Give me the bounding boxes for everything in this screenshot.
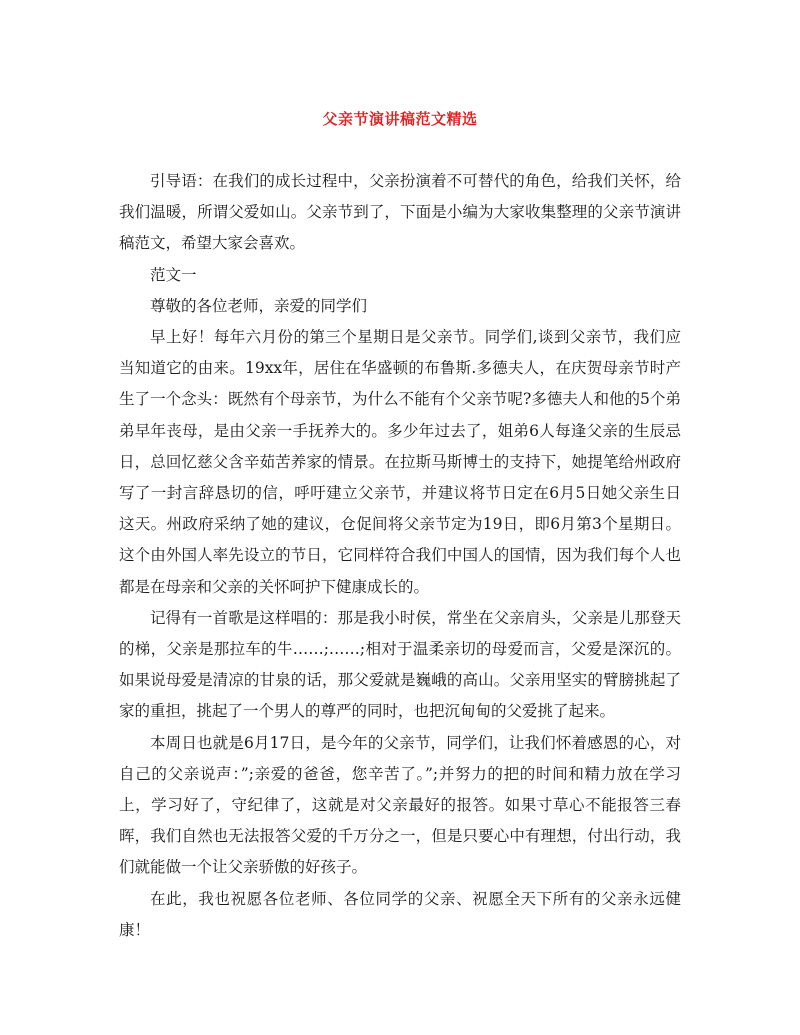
closing-paragraph: 在此，我也祝愿各位老师、各位同学的父亲、祝愿全天下所有的父亲永远健康！ — [119, 889, 681, 939]
section-heading: 范文一 — [150, 265, 197, 284]
document-title: 父亲节演讲稿范文精选 — [322, 110, 478, 128]
body-paragraph: 本周日也就是6月17日，是今年的父亲节，同学们，让我们怀着感恩的心，对自己的父亲说声：”;亲爱的爸爸，您辛苦了。”;并努力的把的时间和精力放在学习上，学习好了，守纪律了，这就是对父亲最好的报答。如果寸草心不能报答三春晖，我们自然也无法报答父爱的千万分之一，但是只要心中有理想，付出行动，我们就能做一个让父亲骄傲的好孩子。 — [119, 733, 681, 877]
intro-paragraph: 引导语：在我们的成长过程中，父亲扮演着不可替代的角色，给我们关怀，给我们温暖，所谓父爱如山。父亲节到了，下面是小编为大家收集整理的父亲节演讲稿范文，希望大家会喜欢。 — [119, 172, 681, 253]
salutation: 尊敬的各位老师，亲爱的同学们 — [150, 296, 368, 315]
body-paragraph: 早上好！每年六月份的第三个星期日是父亲节。同学们,谈到父亲节，我们应当知道它的由来。19xx年，居住在华盛顿的布鲁斯.多德夫人，在庆贺母亲节时产生了一个念头：既然有个母亲节，为什么不能有个父亲节呢?多德夫人和他的5个弟弟早年丧母，是由父亲一手抚养大的。多少年过去了，姐弟6人每逢父亲的生辰忌日，总回忆慈父含辛茹苦养家的情景。在拉斯马斯博士的支持下，她提笔给州政府写了一封言辞恳切的信，呼吁建立父亲节，并建议将节日定在6月5日她父亲生日这天。州政府采纳了她的建议，仓促间将父亲节定为19日，即6月第3个星期日。这个由外国人率先设立的节日，它同样符合我们中国人的国情，因为我们每个人也都是在母亲和父亲的关怀呵护下健康成长的。 — [119, 328, 681, 596]
body-paragraph: 记得有一首歌是这样唱的：那是我小时侯，常坐在父亲肩头，父亲是儿那登天的梯，父亲是那拉车的牛……;……;相对于温柔亲切的母爱而言，父爱是深沉的。如果说母爱是清凉的甘泉的话，那父爱就是巍峨的高山。父亲用坚实的臂膀挑起了家的重担，挑起了一个男人的尊严的同时，也把沉甸甸的父爱挑了起来。 — [119, 608, 681, 721]
document-body — [119, 166, 681, 946]
